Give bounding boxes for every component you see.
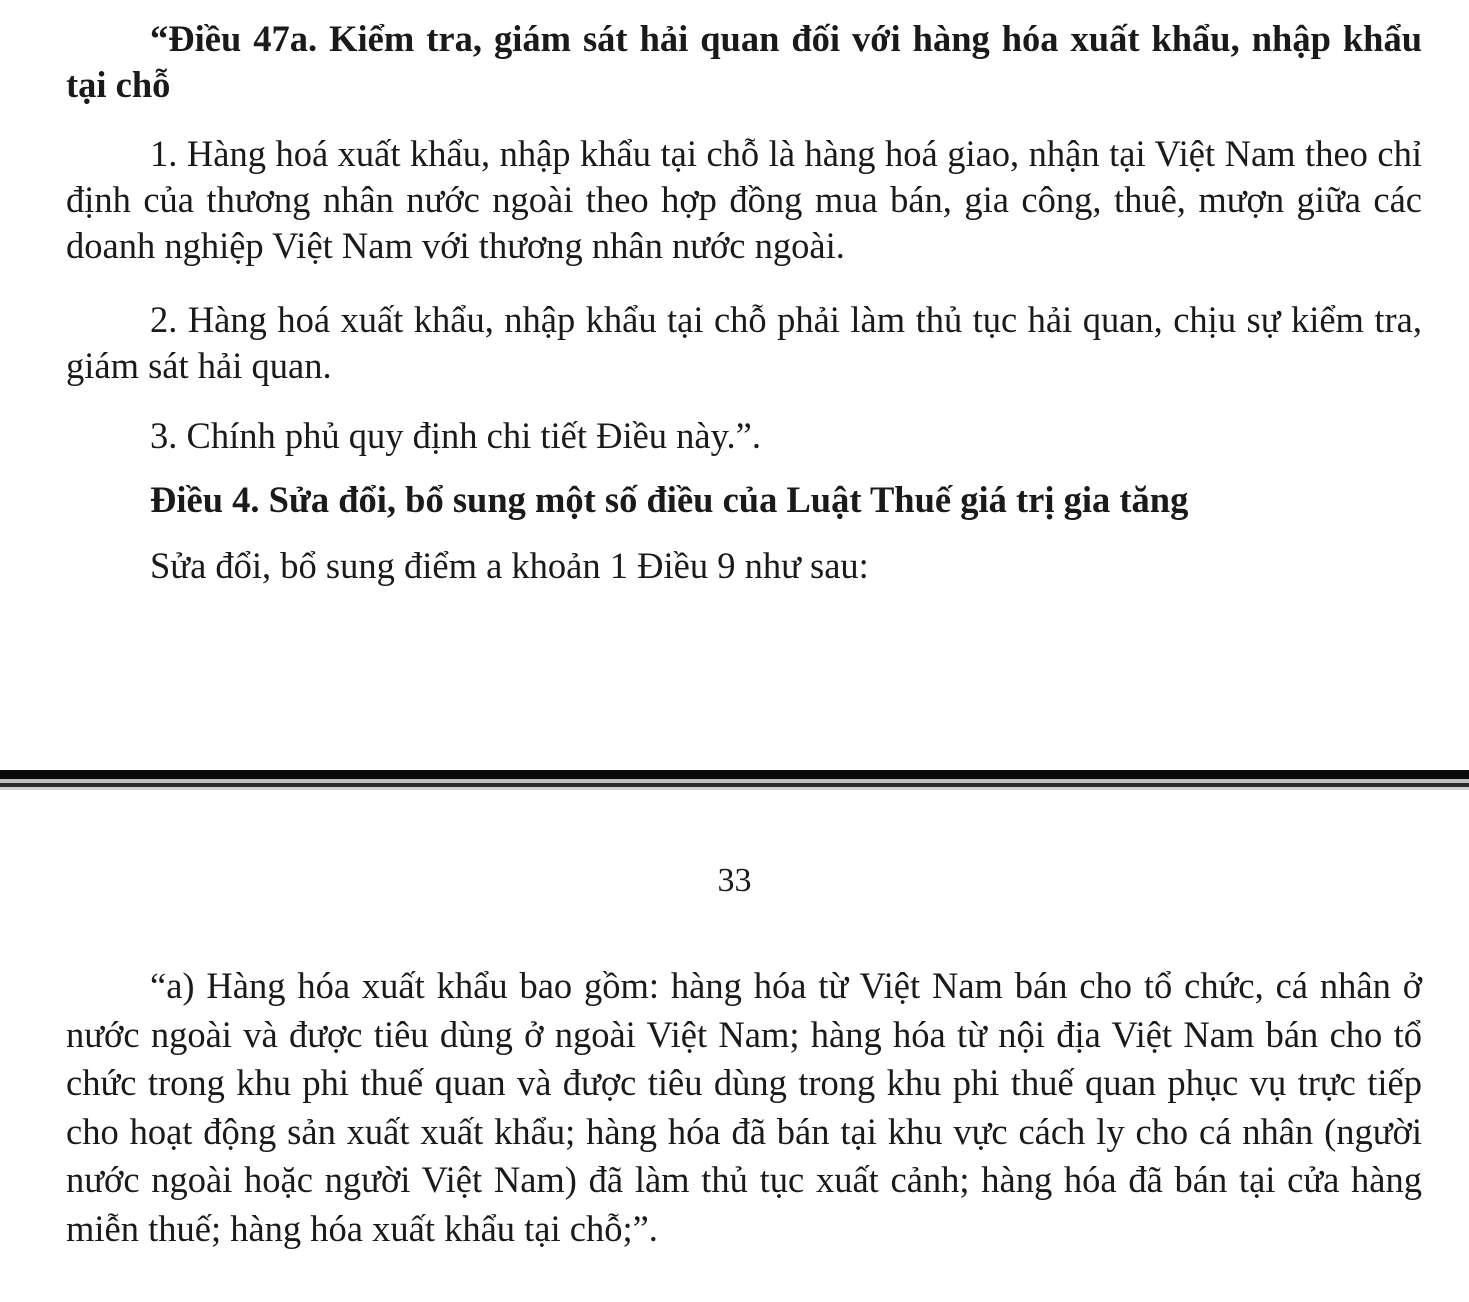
article-47a-paragraph-1: 1. Hàng hoá xuất khẩu, nhập khẩu tại chỗ là hàng hoá giao, nhận tại Việt Nam theo chỉ định của thương nhân nước ngoài theo hợp đồng mua bán, gia công, thuê, mượn giữa các doanh nghiệp Việt Nam với thương nhân nước ngoài. <box>66 133 1422 266</box>
article-47a-paragraph-2: 2. Hàng hoá xuất khẩu, nhập khẩu tại chỗ phải làm thủ tục hải quan, chịu sự kiểm tra, giám sát hải quan. <box>66 299 1422 386</box>
article-9-clause-a: “a) Hàng hóa xuất khẩu bao gồm: hàng hóa từ Việt Nam bán cho tổ chức, cá nhân ở nước ngoài và được tiêu dùng ở ngoài Việt Nam; hàng hóa từ nội địa Việt Nam bán cho tổ chức trong khu phi thuế quan và được tiêu dùng trong khu phi thuế quan phục vụ trực tiếp cho hoạt động sản xuất xuất khẩu; hàng hóa đã bán tại khu vực cách ly cho cá nhân (người nước ngoài hoặc người Việt Nam) đã làm thủ tục xuất cảnh; hàng hóa đã bán tại cửa hàng miễn thuế; hàng hóa xuất khẩu tại chỗ;”. <box>66 965 1422 1249</box>
article-47a-paragraph-3: 3. Chính phủ quy định chi tiết Điều này.”. <box>150 415 761 456</box>
page-separator-thick <box>0 770 1469 779</box>
page-number: 33 <box>717 862 752 899</box>
article-4-intro: Sửa đổi, bổ sung điểm a khoản 1 Điều 9 như sau: <box>150 545 869 586</box>
article-47a-heading: “Điều 47a. Kiểm tra, giám sát hải quan đối với hàng hóa xuất khẩu, nhập khẩu tại chỗ <box>66 18 1422 105</box>
article-4-heading: Điều 4. Sửa đổi, bổ sung một số điều của Luật Thuế giá trị gia tăng <box>150 479 1189 520</box>
